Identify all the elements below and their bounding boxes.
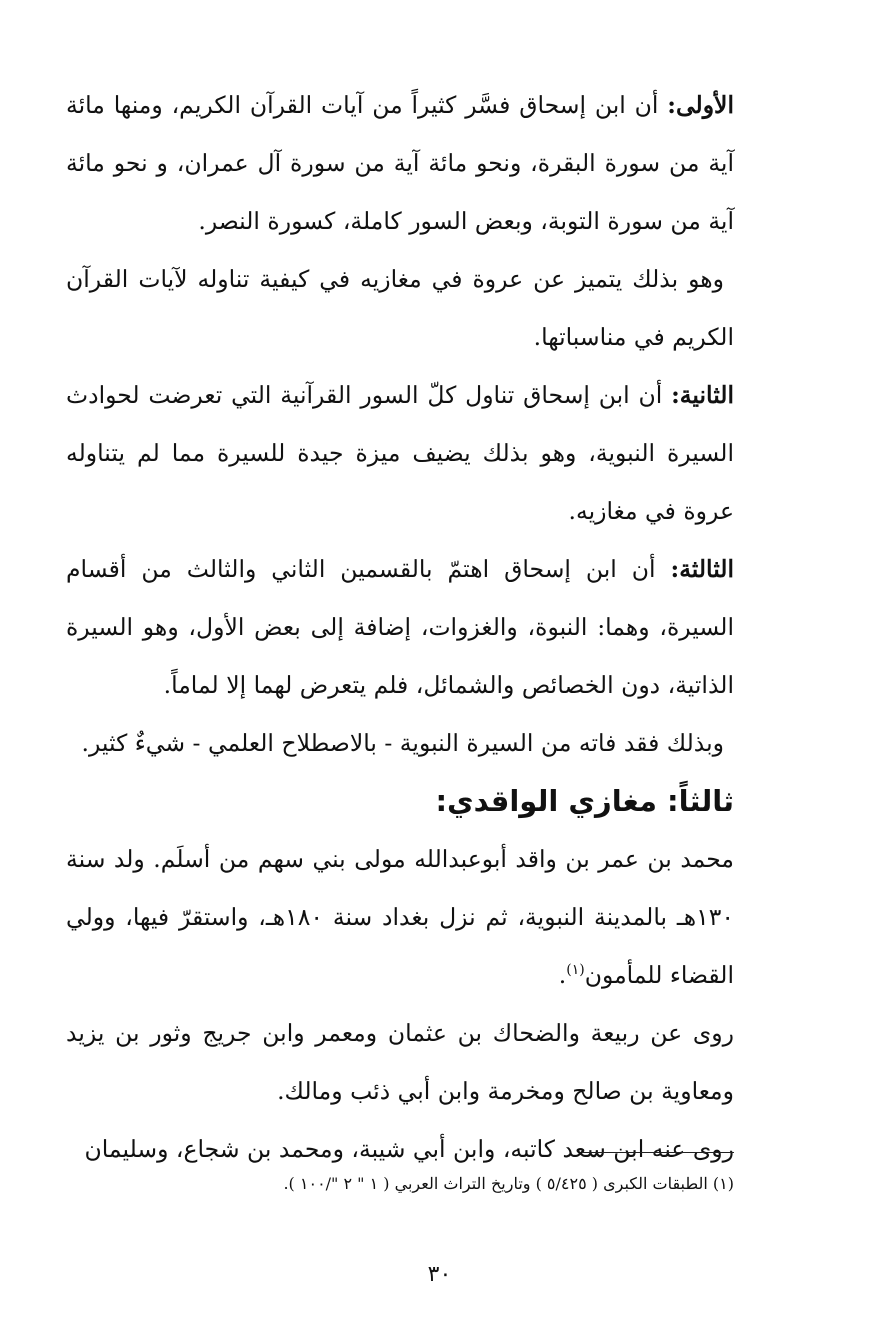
paragraph-text: روى عن ربيعة والضحاك بن عثمان ومعمر وابن جريج وثور بن يزيد ومعاوية بن صالح ومخرمة وابن أبي ذئب ومالك. <box>66 1019 734 1105</box>
paragraph-text: أن ابن إسحاق تناول كلّ السور القرآنية التي تعرضت لحوادث السيرة النبوية، وهو بذلك يضيف ميزة جيدة للسيرة مما لم يتناوله عروة في مغازيه. <box>66 381 734 525</box>
paragraph-text: وبذلك فقد فاته من السيرة النبوية - بالاصطلاح العلمي - شيءٌ كثير. <box>81 729 724 757</box>
paragraph-end: . <box>558 961 567 989</box>
paragraph-lead: الثانية: <box>671 381 734 409</box>
paragraph-biography <box>66 830 734 1004</box>
section-heading: ثالثاً: مغازي الواقدي: <box>435 784 734 818</box>
paragraph-lead: الأولى: <box>667 91 734 119</box>
paragraph-comparison <box>66 250 734 366</box>
page-body <box>66 76 734 1178</box>
paragraph-text: وهو بذلك يتميز عن عروة في مغازيه في كيفية تناوله لآيات القرآن الكريم في مناسباتها. <box>66 265 734 351</box>
footnote-divider <box>582 1152 734 1153</box>
page-number: ٣٠ <box>427 1262 452 1287</box>
paragraph-third-feature <box>66 540 734 714</box>
paragraph-second-feature <box>66 366 734 540</box>
paragraph-first-feature <box>66 76 734 250</box>
footnote-reference[interactable]: (١) <box>566 962 585 979</box>
paragraph-text: محمد بن عمر بن واقد أبوعبدالله مولى بني سهم من أسلَم. ولد سنة ١٣٠هـ بالمدينة النبوية، ثم نزل بغداد سنة ١٨٠هـ، واستقرّ فيها، وولي القضاء للمأمون <box>66 845 734 989</box>
paragraph-text: أن ابن إسحاق فسَّر كثيراً من آيات القرآن الكريم، ومنها مائة آية من سورة البقرة، ونحو مائة آية من سورة آل عمران، و نحو مائة آية من سورة التوبة، وبعض السور كاملة، كسورة النصر. <box>66 91 734 235</box>
paragraph-lead: الثالثة: <box>670 555 734 583</box>
paragraph-conclusion <box>66 714 734 772</box>
paragraph-narrated-from <box>66 1004 734 1120</box>
footnote: (١) الطبقات الكبرى ( ٥/٤٢٥ ) وتاريخ التراث العربي ( ١ " ٢ "/١٠٠ ). <box>283 1174 734 1193</box>
paragraph-text: أن ابن إسحاق اهتمّ بالقسمين الثاني والثالث من أقسام السيرة، وهما: النبوة، والغزوات، إضافة إلى بعض الأول، وهو السيرة الذاتية، دون الخصائص والشمائل، فلم يتعرض لهما إلا لماماً. <box>66 555 734 699</box>
paragraph-text: روى عنه ابن سعد كاتبه، وابن أبي شيبة، ومحمد بن شجاع، وسليمان <box>84 1135 734 1163</box>
